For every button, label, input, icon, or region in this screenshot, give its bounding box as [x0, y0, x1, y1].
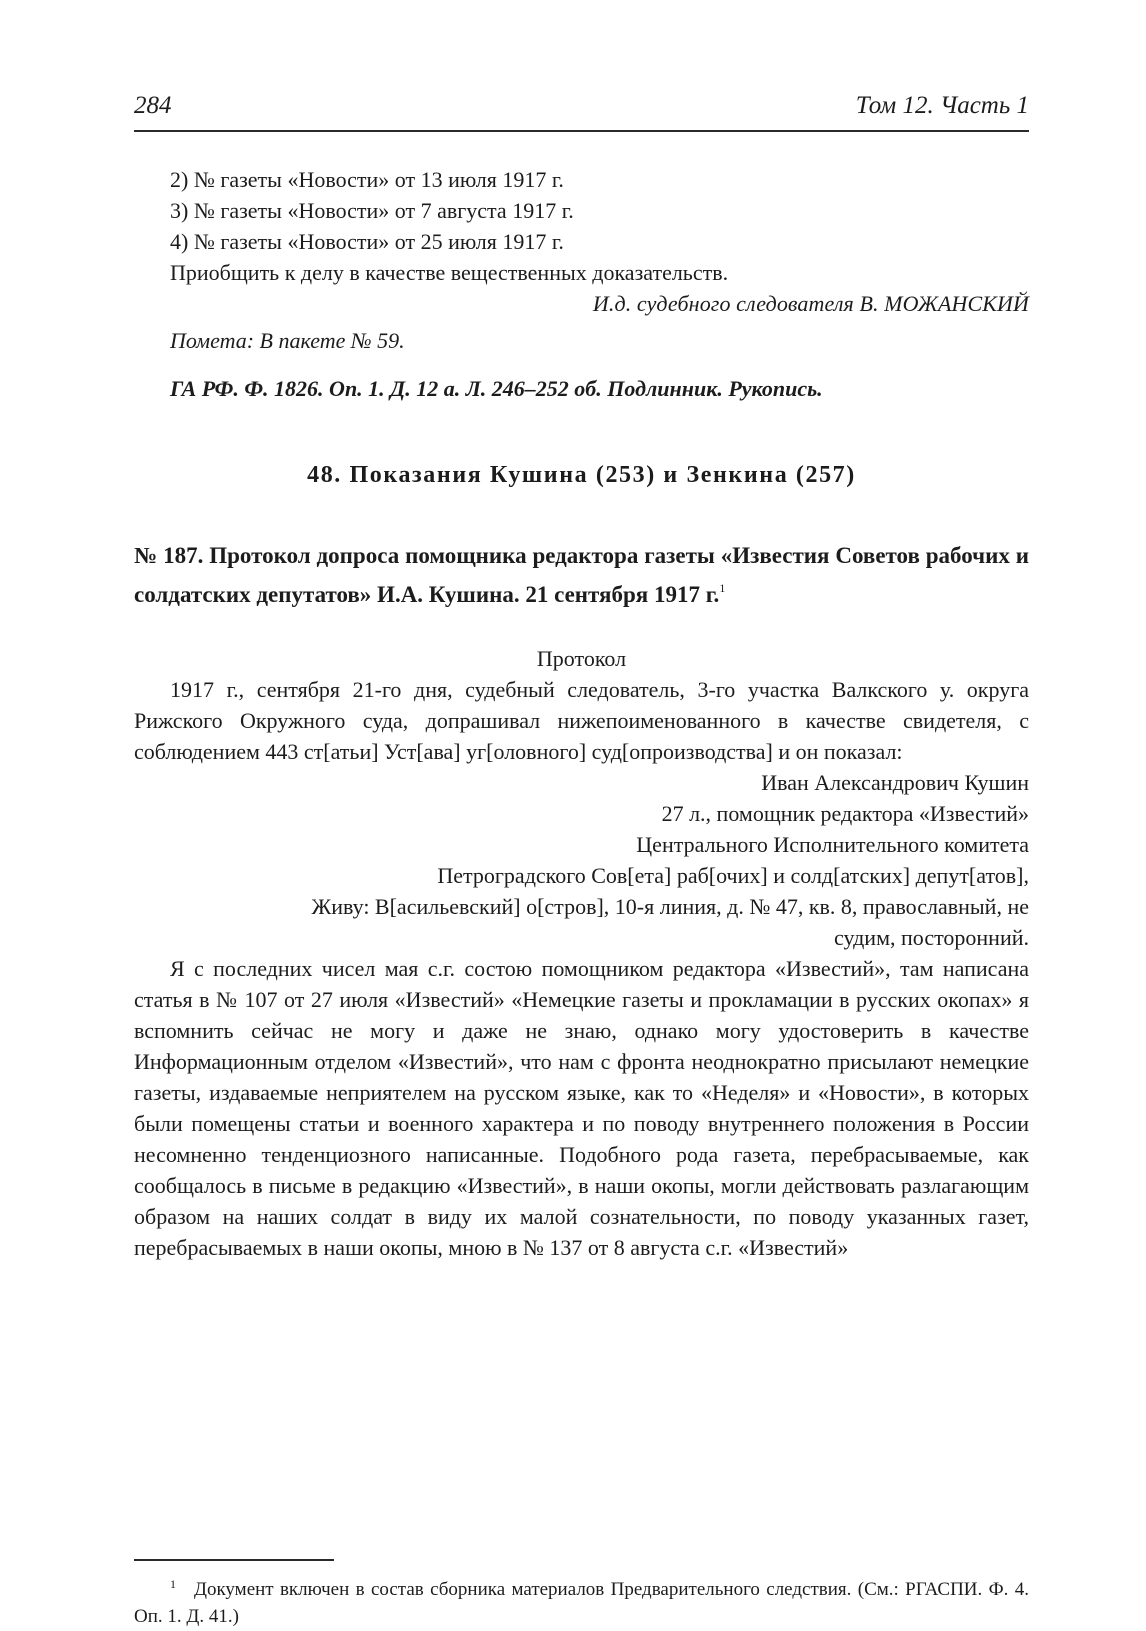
- footnote-rule: [134, 1559, 334, 1561]
- footnote: [134, 1571, 1029, 1630]
- witness-line: Центрального Исполнительного комитета: [636, 832, 1029, 857]
- witness-line: Живу: В[асильевский] о[стров], 10-я линия, д. № 47, кв. 8, православный, не: [311, 894, 1029, 919]
- witness-line: Иван Александрович Кушин: [761, 770, 1029, 795]
- package-note: Помета: В пакете № 59.: [170, 328, 405, 353]
- volume-title: Том 12. Часть 1: [855, 92, 1029, 119]
- footnote-text: Документ включен в состав сборника материалов Предварительного следствия. (См.: РГАСПИ. Ф. 4. Оп. 1. Д. 41.): [134, 1579, 1029, 1627]
- protocol-intro: 1917 г., сентября 21-го дня, судебный следователь, 3-го участка Валкского у. округа Рижского Окружного суда, допрашивал нижепоименованного в качестве свидетеля, с соблюдением 443 ст[атьи] Уст[ава] уг[оловного] суд[опроизводства] и он показал:: [134, 677, 1029, 764]
- investigator-signature: И.д. судебного следователя В. МОЖАНСКИЙ: [592, 291, 1029, 316]
- testimony-paragraph: Я с последних чисел мая с.г. состою помощником редактора «Известий», там написана статья в № 107 от 27 июля «Известий» «Немецкие газеты и прокламации в русских окопах» я вспомнить сейчас не могу и даже не знаю, однако могу удостоверить в качестве Информационным отделом «Известий», что нам с фронта неоднократно присылают немецкие газеты, издаваемые неприятелем на русском языке, как то «Неделя» и «Новости», в которых были помещены статьи и военного характера и по поводу внутреннего положения в России несомненно тенденциозного написанные. Подобного рода газета, перебрасываемые, как сообщалось в письме в редакцию «Известий», в наши окопы, могли действовать разлагающим образом на наших солдат в виду их малой сознательности, по поводу указанных газет, перебрасываемых в наши окопы, мною в № 137 от 8 августа с.г. «Известий»: [134, 956, 1029, 1260]
- page-number: 284: [134, 92, 172, 119]
- page-body: [134, 164, 1029, 1263]
- enclosure-line: 3) № газеты «Новости» от 7 августа 1917 г.: [170, 198, 574, 223]
- footnote-ref: 1: [719, 581, 726, 595]
- witness-line: 27 л., помощник редактора «Известий»: [661, 801, 1029, 826]
- document-title: [134, 539, 1029, 611]
- archive-source: ГА РФ. Ф. 1826. Оп. 1. Д. 12 а. Л. 246–252 об. Подлинник. Рукопись.: [170, 376, 823, 401]
- enclosure-line: 2) № газеты «Новости» от 13 июля 1917 г.: [170, 167, 564, 192]
- enclosure-line: 4) № газеты «Новости» от 25 июля 1917 г.: [170, 229, 564, 254]
- witness-line: Петроградского Сов[ета] раб[очих] и солд[атских] депут[атов],: [437, 863, 1029, 888]
- witness-details: [134, 767, 1029, 953]
- header-rule: [134, 130, 1029, 132]
- footnote-mark: 1: [170, 1577, 176, 1591]
- protocol-heading: Протокол: [536, 646, 627, 671]
- section-title: 48. Показания Кушина (253) и Зенкина (257): [307, 462, 856, 488]
- document-title-text: № 187. Протокол допроса помощника редактора газеты «Известия Советов рабочих и солдатских депутатов» И.А. Кушина. 21 сентября 1917 г.: [134, 543, 1029, 607]
- witness-line: судим, посторонний.: [834, 925, 1029, 950]
- enclosure-line: Приобщить к делу в качестве вещественных доказательств.: [170, 260, 729, 285]
